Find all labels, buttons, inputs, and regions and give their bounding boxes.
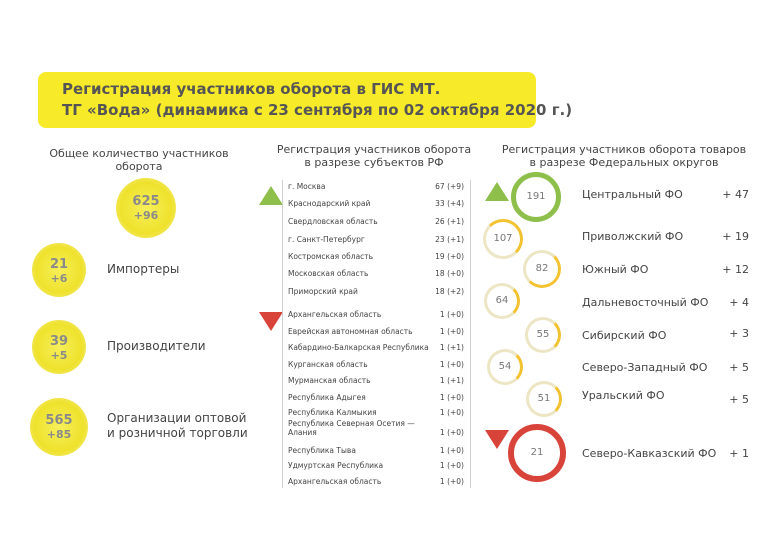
region-name: [288, 419, 415, 437]
region-value: 1 (+0): [439, 477, 464, 486]
district-name: Приволжский ФО: [582, 230, 684, 243]
district-ring: [484, 283, 520, 319]
region-name: Приморский край: [288, 287, 358, 296]
trade-label-line-1: Организации оптовой: [107, 411, 247, 425]
district-delta: + 5: [729, 393, 749, 406]
col3-heading-line-1: Регистрация участников оборота товаров: [501, 143, 747, 156]
district-ring: [526, 381, 562, 417]
region-value: 1 (+0): [439, 428, 464, 437]
region-value: 1 (+0): [439, 408, 464, 417]
title-banner: [38, 72, 573, 128]
district-delta: + 47: [722, 188, 749, 201]
region-value: 1 (+0): [439, 327, 464, 336]
district-delta: + 3: [729, 327, 749, 340]
region-name: Архангельская область: [288, 477, 382, 486]
title-line-1: Регистрация участников оборота в ГИС МТ.: [62, 80, 441, 98]
district-ring: [511, 172, 561, 222]
district-ring: [525, 317, 561, 353]
district-delta: + 4: [729, 296, 749, 309]
down-arrow-icon: [259, 312, 283, 331]
region-value: 67 (+9): [435, 182, 464, 191]
region-value: 1 (+0): [439, 360, 464, 369]
district-delta: + 12: [722, 263, 749, 276]
district-delta: + 19: [722, 230, 749, 243]
district-name: Дальневосточный ФО: [582, 296, 709, 309]
producers-label: Производители: [107, 339, 206, 353]
region-name: Республика Калмыкия: [288, 408, 377, 417]
region-name: Краснодарский край: [288, 199, 371, 208]
trade-value: 565: [45, 413, 73, 428]
region-name: Курганская область: [288, 360, 368, 369]
trade-label-line-2: и розничной торговли: [107, 426, 248, 440]
region-value: 23 (+1): [435, 235, 464, 244]
region-name: Республика Адыгея: [288, 393, 366, 402]
district-name: Северо-Кавказский ФО: [582, 447, 717, 460]
region-name: Костромская область: [288, 252, 374, 261]
region-name: г. Санкт-Петербург: [288, 235, 365, 244]
down-arrow-icon: [485, 430, 509, 449]
region-value: 1 (+1): [439, 376, 464, 385]
importers-label: Импортеры: [107, 262, 180, 276]
region-name: Архангельская область: [288, 310, 382, 319]
col3-heading: [498, 143, 750, 169]
importers-delta: +6: [50, 272, 68, 285]
importers-circle: [32, 243, 86, 297]
district-value: 64: [495, 295, 509, 306]
district-name: Уральский ФО: [582, 389, 665, 402]
district-value: 54: [498, 361, 512, 372]
district-name: Северо-Западный ФО: [582, 361, 708, 374]
region-value: 18 (+0): [435, 269, 464, 278]
producers-circle: [32, 320, 86, 374]
district-value: 191: [526, 191, 546, 202]
region-value: 1 (+0): [439, 393, 464, 402]
col2-right-divider: [470, 180, 471, 488]
region-value: 33 (+4): [435, 199, 464, 208]
importers-value: 21: [49, 257, 69, 272]
district-delta: + 5: [729, 361, 749, 374]
district-value: 55: [536, 329, 550, 340]
trade-delta: +85: [46, 428, 72, 441]
region-value: 26 (+1): [435, 217, 464, 226]
region-value: 1 (+1): [439, 343, 464, 352]
region-name: Еврейская автономная область: [288, 327, 413, 336]
district-name: Южный ФО: [582, 263, 649, 276]
district-ring: [487, 349, 523, 385]
region-name: Мурманская область: [288, 376, 371, 385]
col2-heading: [258, 143, 490, 169]
region-name-line-2: Алания: [288, 428, 317, 437]
region-name: Московская область: [288, 269, 369, 278]
district-name: Центральный ФО: [582, 188, 683, 201]
district-ring: [483, 219, 523, 259]
district-ring: [508, 424, 566, 482]
col3-heading-line-2: в разрезе Федеральных округов: [529, 156, 719, 169]
total-delta: +96: [133, 209, 159, 222]
region-value: 1 (+0): [439, 446, 464, 455]
region-name: Свердловская область: [288, 217, 378, 226]
total-circle: [116, 178, 176, 238]
district-delta: + 1: [729, 447, 749, 460]
region-name: Кабардино-Балкарская Республика: [288, 343, 429, 352]
total-value: 625: [132, 194, 160, 209]
region-value: 18 (+2): [435, 287, 464, 296]
producers-value: 39: [49, 334, 69, 349]
district-ring: [523, 250, 561, 288]
trade-label: [107, 411, 248, 441]
col2-left-divider: [282, 180, 283, 488]
region-name: г. Москва: [288, 182, 326, 191]
region-value: 1 (+0): [439, 461, 464, 470]
up-arrow-icon: [259, 186, 283, 205]
district-value: 51: [537, 393, 551, 404]
region-name: Удмуртская Республика: [288, 461, 384, 470]
region-name-line-1: Республика Северная Осетия —: [288, 419, 415, 428]
col2-heading-line-1: Регистрация участников оборота: [276, 143, 472, 156]
region-value: 19 (+0): [435, 252, 464, 261]
col2-heading-line-2: в разрезе субъектов РФ: [304, 156, 444, 169]
up-arrow-icon: [485, 182, 509, 201]
district-name: Сибирский ФО: [582, 329, 667, 342]
col1-heading: Общее количество участников оборота: [49, 147, 229, 173]
district-value: 21: [530, 447, 544, 458]
title-line-2: ТГ «Вода» (динамика с 23 сентября по 02 октября 2020 г.): [62, 101, 573, 119]
region-name: Республика Тыва: [288, 446, 356, 455]
district-value: 82: [535, 263, 549, 274]
bottom-region-row: [288, 419, 464, 439]
trade-circle: [30, 398, 88, 456]
district-value: 107: [493, 233, 513, 244]
producers-delta: +5: [50, 349, 68, 362]
region-value: 1 (+0): [439, 310, 464, 319]
